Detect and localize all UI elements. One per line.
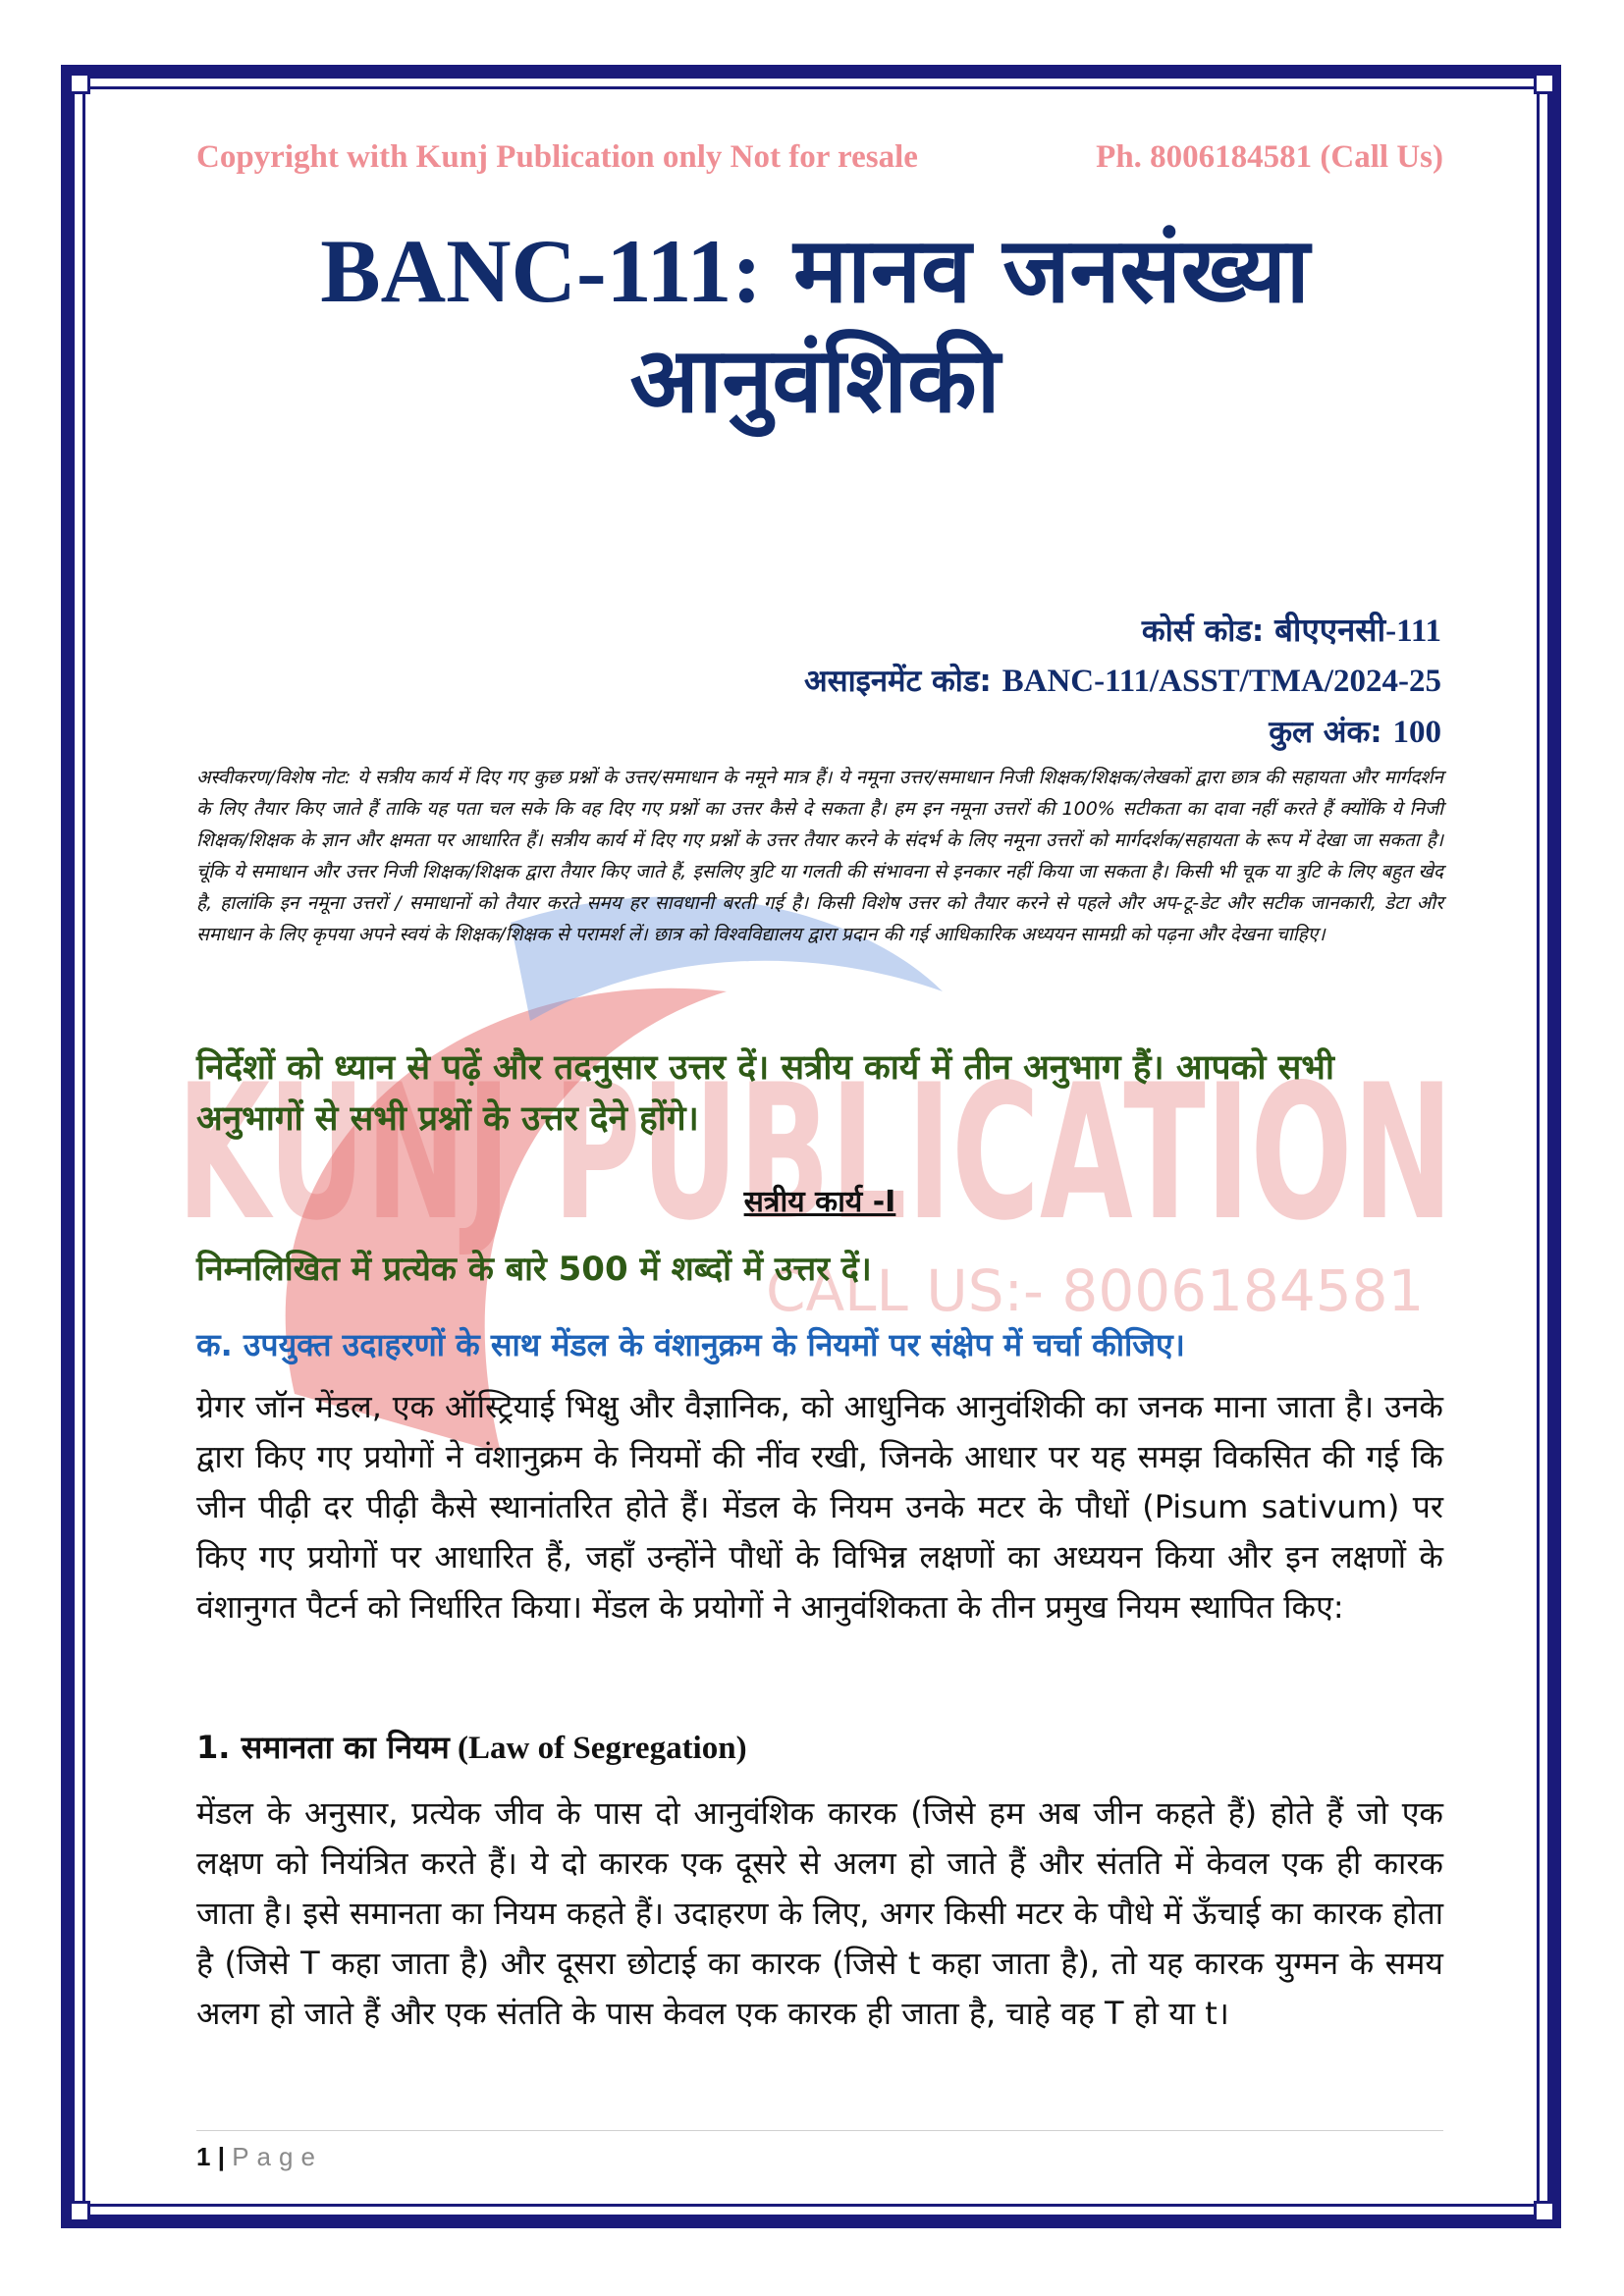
page-title bbox=[157, 216, 1473, 436]
header-line bbox=[196, 139, 1443, 176]
total-marks-label: कुल अंक: bbox=[1269, 715, 1382, 750]
watermark-brand: KUNJ PUBLICATION bbox=[177, 1044, 1453, 1261]
border-corner-bottom-right bbox=[1534, 2201, 1555, 2222]
border-corner-top-right bbox=[1534, 73, 1555, 94]
copyright-text: Copyright with Kunj Publication only Not for resale bbox=[196, 139, 918, 175]
disclaimer-note: अस्वीकरण/विशेष नोट: ये सत्रीय कार्य में दिए गए कुछ प्रश्नों के उत्तर/समाधान के नमूने मात्र हैं। ये नमूना उत्तर/समाधान निजी शिक्षक/शिक्षक/लेखकों द्वारा छात्र की सहायता और मार्गदर्शन के लिए तैयार किए जाते हैं ताकि यह पता चल सके कि वह दिए गए प्रश्नों का उत्तर कैसे दे सकता है। हम इन नमूना उत्तरों की 100% सटीकता का दावा नहीं करते हैं क्योंकि ये निजी शिक्षक/शिक्षक के ज्ञान और क्षमता पर आधारित हैं। सत्रीय कार्य में दिए गए प्रश्नों के उत्तर तैयार करने के संदर्भ के लिए नमूना उत्तरों को मार्गदर्शक/सहायता के रूप में देखा जा सकता है। चूंकि ये समाधान और उत्तर निजी शिक्षक/शिक्षक द्वारा तैयार किए जाते हैं, इसलिए त्रुटि या गलती की संभावना से इनकार नहीं किया जा सकता है। किसी भी चूक या त्रुटि के लिए बहुत खेद है, हालांकि इन नमूना उत्तरों / समाधानों को तैयार करते समय हर सावधानी बरती गई है। किसी विशेष उत्तर को तैयार करने से पहले और अप-टू-डेट और सटीक जानकारी, डेटा और समाधान के लिए कृपया अपने स्वयं के शिक्षक/शिक्षक से परामर्श लें। छात्र को विश्वविद्यालय द्वारा प्रदान की गई आधिकारिक अध्ययन सामग्री को पढ़ना और देखना चाहिए। bbox=[196, 767, 1443, 945]
page-footer bbox=[196, 2142, 323, 2172]
footer-rule bbox=[196, 2130, 1443, 2131]
section-heading-text: सत्रीय कार्य -I bbox=[743, 1185, 896, 1219]
total-marks-line bbox=[558, 711, 1441, 752]
course-code-value: बीएएनसी-111 bbox=[1274, 614, 1441, 649]
law-subheading-hindi: 1. समानता का नियम bbox=[196, 1729, 450, 1766]
watermark-call: CALL US:- 8006184581 bbox=[766, 1257, 1425, 1324]
question-a: क. उपयुक्त उदाहरणों के साथ मेंडल के वंशानुक्रम के नियमों पर संक्षेप में चर्चा कीजिए। bbox=[196, 1326, 1185, 1363]
law-subheading-english: (Law of Segregation) bbox=[449, 1731, 747, 1766]
assignment-code-label: असाइनमेंट कोड: bbox=[803, 664, 992, 699]
page-number: 1 bbox=[196, 2142, 211, 2171]
course-code-line bbox=[558, 607, 1441, 651]
page-separator: | bbox=[217, 2142, 225, 2171]
phone-text: Ph. 8006184581 (Call Us) bbox=[1096, 139, 1443, 175]
instructions: निर्देशों को ध्यान से पढ़ें और तदनुसार उत्तर दें। सत्रीय कार्य में तीन अनुभाग हैं। आपको सभी अनुभागों से सभी प्रश्नों के उत्तर देने होंगे। bbox=[196, 1048, 1334, 1139]
page-label: Page bbox=[232, 2142, 323, 2171]
law-subheading bbox=[196, 1726, 1443, 1768]
answer-paragraph-2: मेंडल के अनुसार, प्रत्येक जीव के पास दो आनुवंशिक कारक (जिसे हम अब जीन कहते हैं) होते हैं जो एक लक्षण को नियंत्रित करते हैं। ये दो कारक एक दूसरे से अलग हो जाते हैं और संतति में केवल एक ही कारक जाता है। इसे समानता का नियम कहते हैं। उदाहरण के लिए, अगर किसी मटर के पौधे में ऊँचाई का कारक होता है (जिसे T कहा जाता है) और दूसरा छोटाई का कारक (जिसे t कहा जाता है), तो यह कारक युग्मन के समय अलग हो जाते हैं और एक संतति के पास केवल एक कारक ही जाता है, चाहे वह T हो या t। bbox=[196, 1794, 1443, 2032]
title-code: BANC-111: bbox=[320, 221, 763, 321]
title-line-2: आनुवंशिकी bbox=[629, 328, 1001, 433]
title-line-1-rest: मानव जनसंख्या bbox=[762, 218, 1310, 323]
border-corner-bottom-left bbox=[69, 2201, 90, 2222]
assignment-code-line bbox=[558, 660, 1441, 701]
section-heading bbox=[196, 1180, 1443, 1220]
assignment-code-value: BANC-111/ASST/TMA/2024-25 bbox=[1001, 664, 1441, 699]
border-corner-top-left bbox=[69, 73, 90, 94]
course-code-label: कोर्स कोड: bbox=[1141, 614, 1265, 649]
total-marks-value: 100 bbox=[1392, 715, 1441, 750]
answer-paragraph-1: ग्रेगर जॉन मेंडल, एक ऑस्ट्रियाई भिक्षु और वैज्ञानिक, को आधुनिक आनुवंशिकी का जनक माना जाता है। उनके द्वारा किए गए प्रयोगों ने वंशानुक्रम के नियमों की नींव रखी, जिनके आधार पर यह समझ विकसित की गई कि जीन पीढ़ी दर पीढ़ी कैसे स्थानांतरित होते हैं। मेंडल के नियम उनके मटर के पौधों (Pisum sativum) पर किए गए प्रयोगों पर आधारित हैं, जहाँ उन्होंने पौधों के विभिन्न लक्षणों का अध्ययन किया और इन लक्षणों के वंशानुगत पैटर्न को निर्धारित किया। मेंडल के प्रयोगों ने आनुवंशिकता के तीन प्रमुख नियम स्थापित किए: bbox=[196, 1388, 1443, 1626]
title-line-1 bbox=[157, 216, 1473, 326]
word-limit-instruction: निम्नलिखित में प्रत्येक के बारे 500 में शब्दों में उत्तर दें। bbox=[196, 1250, 872, 1289]
